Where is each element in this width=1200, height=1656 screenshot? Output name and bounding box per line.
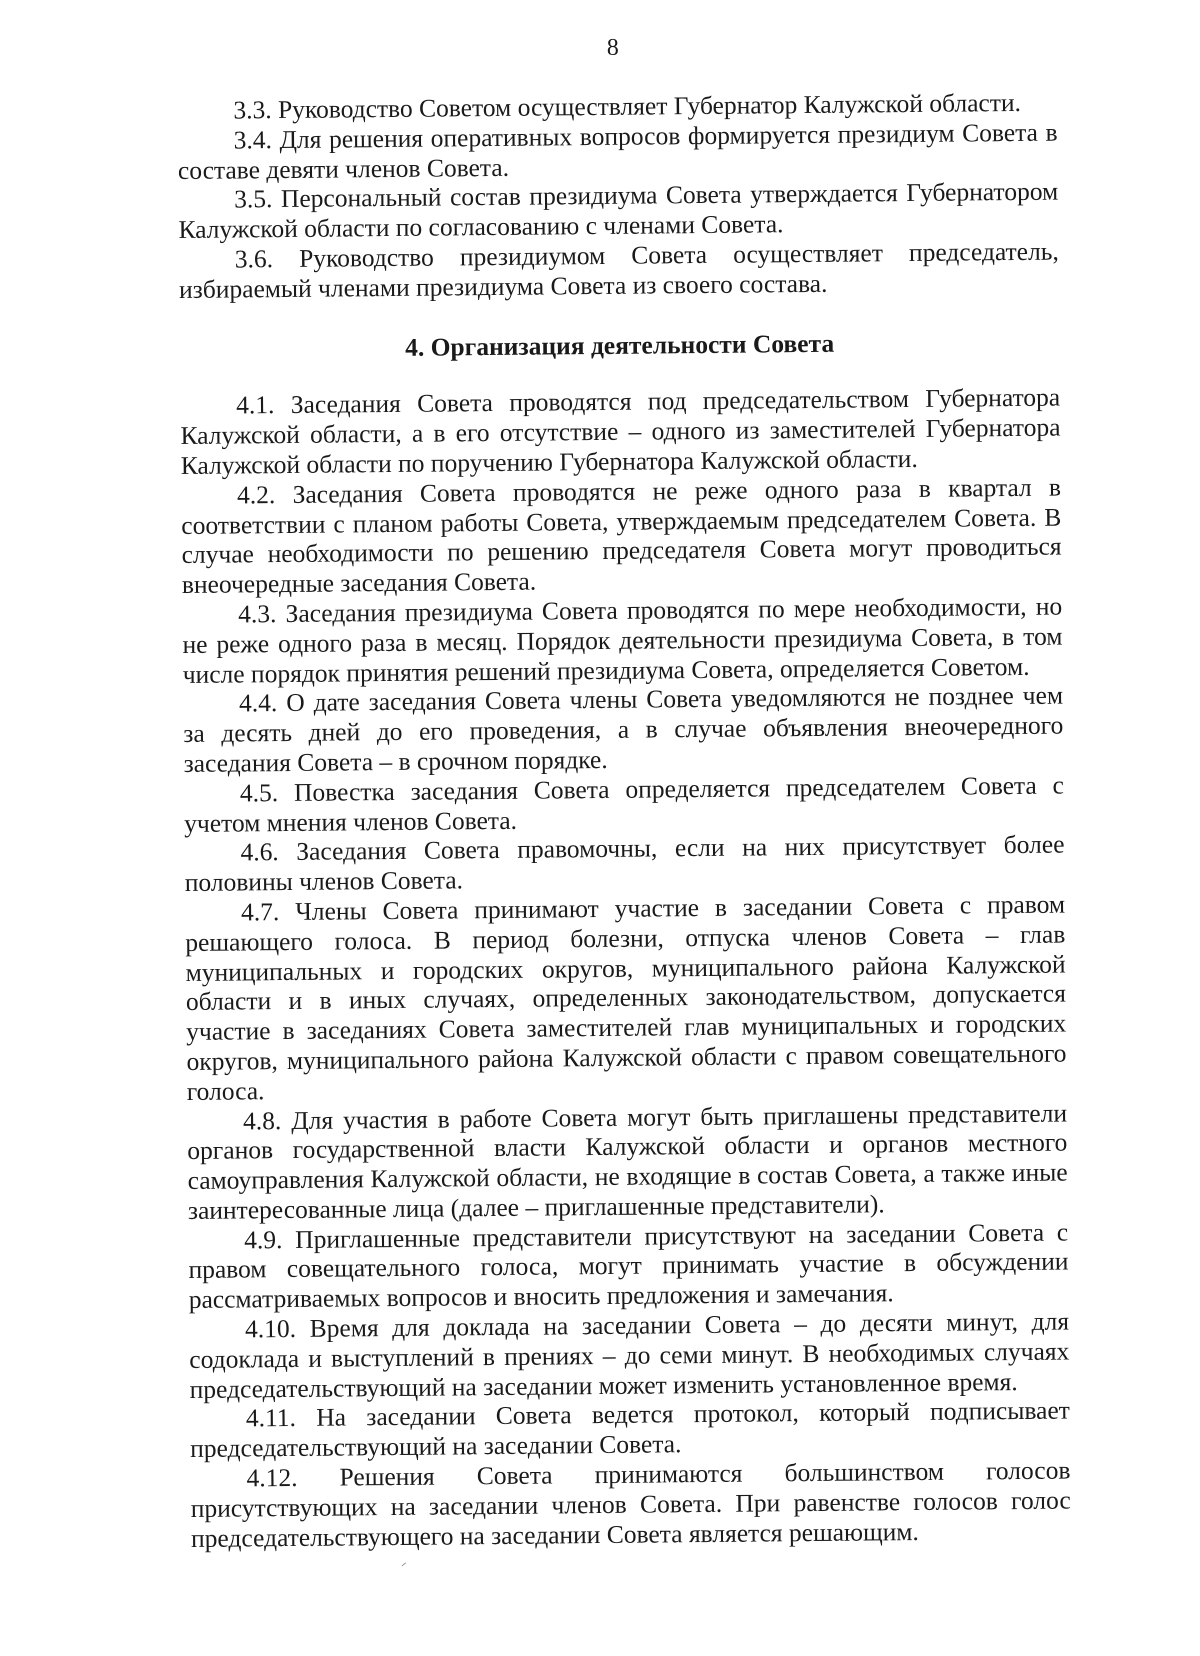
paragraph-4-9: 4.9. Приглашенные представители присутствуют на заседании Совета с правом совещательного голоса, могут принимать участие в обсуждении рассматриваемых вопросов и вносить предложения и замечания. [188,1217,1069,1315]
paragraph-4-10: 4.10. Время для доклада на заседании Совета – до десяти минут, для содоклада и выступлений в прениях – до семи минут. В необходимых случаях председательствующий на заседании может изменить установленное время. [189,1306,1070,1404]
paragraph-4-3: 4.3. Заседания президиума Совета проводятся по мере необходимости, но не реже одного раза в месяц. Порядок деятельности президиума Совета, в том числе порядок принятия решений президиума Совета, определяется Советом. [182,591,1063,689]
paragraph-4-4: 4.4. О дате заседания Совета члены Совета уведомляются не позднее чем за десять дней до его проведения, а в случае объявления внеочередного заседания Совета – в срочном порядке. [183,680,1064,778]
paragraph-4-5: 4.5. Повестка заседания Совета определяется председателем Совета с учетом мнения членов Совета. [184,770,1065,838]
paragraph-4-11: 4.11. На заседании Совета ведется протокол, который подписывает председательствующий на заседании Совета. [190,1395,1071,1464]
paragraph-3-3: 3.3. Руководство Советом осуществляет Губернатор Калужской области. [233,87,1022,125]
paragraph-4-7: 4.7. Члены Совета принимают участие в заседании Совета с правом решающего голоса. В период болезни, отпуска членов Совета – глав муниципальных и городских округов, муниципального района Калужской области и в иных случаях, определенных законодательством, допускается участие в заседаниях Совета заместителей глав муниципальных и городских округов, муниципального района Калужской области с правом совещательного голоса. [185,889,1067,1106]
scan-speck [402,1562,406,1566]
paragraph-3-4: 3.4. Для решения оперативных вопросов формируется президиум Совета в составе девяти членов Совета. [177,117,1058,185]
paragraph-4-2: 4.2. Заседания Совета проводятся не реже одного раза в квартал в соответствии с планом работы Совета, утверждаемым председателем Совета. В случае необходимости по решению председателя Совета могут проводиться внеочередные заседания Совета. [181,472,1062,600]
section-heading: 4. Организация деятельности Совета [405,328,835,362]
paragraph-4-1: 4.1. Заседания Совета проводятся под председательством Губернатора Калужской области, а в его отсутствие – одного из заместителей Губернатора Калужской области по поручению Губернатора Калужской области. [180,382,1061,480]
page-number: 8 [606,34,619,61]
document-body [177,88,1071,1554]
paragraph-4-8: 4.8. Для участия в работе Совета могут быть приглашены представители органов государственной власти Калужской области и органов местного самоуправления Калужской области, не входящие в состав Совета, а также иные заинтересованные лица (далее – приглашенные представители). [187,1098,1068,1225]
paragraph-3-6: 3.6. Руководство президиумом Совета осуществляет председатель, избираемый членами президиума Совета из своего состава. [178,236,1059,304]
paragraph-4-6: 4.6. Заседания Совета правомочны, если на них присутствует более половины членов Совета. [184,829,1065,898]
paragraph-4-12: 4.12. Решения Совета принимаются большинством голосов присутствующих на заседании членов Совета. При равенстве голосов голос председательствующего на заседании Совета является решающим. [190,1455,1071,1553]
paragraph-3-5: 3.5. Персональный состав президиума Совета утверждается Губернатором Калужской области по согласованию с членами Совета. [178,176,1059,245]
